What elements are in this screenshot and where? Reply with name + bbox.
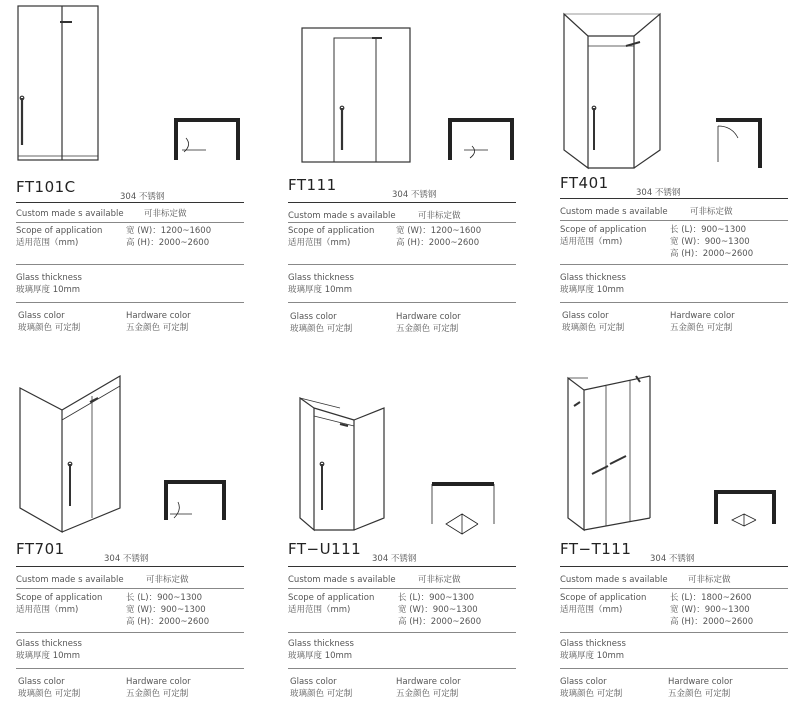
glass-color-cn: 玻璃颜色 可定制 <box>560 689 623 699</box>
hardware-color-en: Hardware color <box>670 311 735 321</box>
scope-cn: 适用范围（mm) <box>288 238 351 248</box>
custom-made-cn: 可非标定做 <box>688 575 731 585</box>
scope-en: Scope of application <box>288 593 375 603</box>
dimensions <box>396 225 481 249</box>
dimension-line: 高 (H)：2000~2600 <box>126 238 210 248</box>
scope-en: Scope of application <box>288 226 375 236</box>
glass-thickness <box>560 272 626 296</box>
product-code: FT401 <box>560 174 609 192</box>
shower-illustration-ft111 <box>288 0 516 170</box>
glass-color <box>18 676 80 700</box>
dimension-line: 宽 (W)：900~1300 <box>126 605 206 615</box>
glass-thickness-en: Glass thickness <box>288 639 354 649</box>
scope-label <box>16 592 102 616</box>
hardware-color <box>396 676 461 700</box>
divider <box>288 302 516 303</box>
glass-color-en: Glass color <box>290 312 337 322</box>
divider <box>288 632 516 633</box>
material-label: 304 不锈钢 <box>636 188 681 198</box>
hardware-color <box>126 676 191 700</box>
scope-cn: 适用范围（mm) <box>560 605 623 615</box>
glass-thickness-cn: 玻璃厚度 10mm <box>288 285 353 295</box>
divider <box>16 202 244 203</box>
glass-thickness-en: Glass thickness <box>288 273 354 283</box>
hardware-color-en: Hardware color <box>396 677 461 687</box>
material-label: 304 不锈钢 <box>392 190 437 200</box>
hardware-color <box>126 310 191 334</box>
divider <box>560 668 788 669</box>
scope-cn: 适用范围（mm) <box>16 238 79 248</box>
glass-color-en: Glass color <box>560 677 607 687</box>
hardware-color-cn: 五金颜色 可定制 <box>126 323 189 333</box>
divider <box>288 222 516 223</box>
divider <box>16 632 244 633</box>
hardware-color-en: Hardware color <box>126 311 191 321</box>
hardware-color-cn: 五金颜色 可定制 <box>396 689 459 699</box>
dimension-line: 宽 (W)：1200~1600 <box>126 226 212 236</box>
custom-made-cn: 可非标定做 <box>418 211 461 221</box>
dimension-line: 长 (L)：1800~2600 <box>670 593 752 603</box>
glass-thickness <box>16 272 82 296</box>
dimensions <box>670 224 753 260</box>
custom-made-cn: 可非标定做 <box>418 575 461 585</box>
dimension-line: 长 (L)：900~1300 <box>126 593 203 603</box>
dimensions <box>670 592 753 628</box>
shower-illustration-ft101c <box>16 0 244 170</box>
product-code: FT−T111 <box>560 540 632 558</box>
glass-color <box>560 676 622 700</box>
glass-color-en: Glass color <box>18 311 65 321</box>
dimension-line: 高 (H)：2000~2600 <box>670 249 754 259</box>
material-label: 304 不锈钢 <box>120 192 165 202</box>
scope-en: Scope of application <box>560 225 647 235</box>
hardware-color-en: Hardware color <box>126 677 191 687</box>
custom-made-en: Custom made s available <box>560 575 668 585</box>
dimension-line: 长 (L)：900~1300 <box>398 593 475 603</box>
dimensions <box>126 225 211 249</box>
divider <box>16 222 244 223</box>
product-code: FT−U111 <box>288 540 362 558</box>
glass-thickness-cn: 玻璃厚度 10mm <box>560 285 625 295</box>
glass-thickness <box>16 638 82 662</box>
glass-thickness-cn: 玻璃厚度 10mm <box>16 651 81 661</box>
dimension-line: 宽 (W)：900~1300 <box>670 237 750 247</box>
glass-color-en: Glass color <box>290 677 337 687</box>
divider <box>560 632 788 633</box>
glass-thickness <box>288 272 354 296</box>
custom-made-en: Custom made s available <box>560 207 668 217</box>
dimension-line: 高 (H)：2000~2600 <box>126 617 210 627</box>
scope-cn: 适用范围（mm) <box>288 605 351 615</box>
scope-label <box>288 225 374 249</box>
material-label: 304 不锈钢 <box>104 554 149 564</box>
glass-thickness-cn: 玻璃厚度 10mm <box>16 285 81 295</box>
material-label: 304 不锈钢 <box>650 554 695 564</box>
divider <box>288 566 516 567</box>
glass-thickness <box>560 638 626 662</box>
divider <box>560 588 788 589</box>
dimension-line: 宽 (W)：900~1300 <box>670 605 750 615</box>
scope-label <box>560 224 646 248</box>
product-code: FT101C <box>16 178 76 196</box>
hardware-color <box>396 311 461 335</box>
scope-en: Scope of application <box>560 593 647 603</box>
glass-thickness-cn: 玻璃厚度 10mm <box>288 651 353 661</box>
custom-made-cn: 可非标定做 <box>690 207 733 217</box>
shower-illustration-ft-u111 <box>288 368 516 538</box>
glass-color <box>18 310 80 334</box>
scope-en: Scope of application <box>16 226 103 236</box>
hardware-color <box>668 676 733 700</box>
glass-color-cn: 玻璃颜色 可定制 <box>290 689 353 699</box>
divider <box>560 264 788 265</box>
product-code: FT701 <box>16 540 65 558</box>
dimensions <box>126 592 209 628</box>
divider <box>560 302 788 303</box>
divider <box>288 668 516 669</box>
glass-thickness-en: Glass thickness <box>16 639 82 649</box>
custom-made-cn: 可非标定做 <box>146 575 189 585</box>
glass-color-cn: 玻璃颜色 可定制 <box>290 324 353 334</box>
glass-color-cn: 玻璃颜色 可定制 <box>18 689 81 699</box>
dimension-line: 高 (H)：2000~2600 <box>396 238 480 248</box>
hardware-color-cn: 五金颜色 可定制 <box>396 324 459 334</box>
divider <box>288 264 516 265</box>
scope-label <box>288 592 374 616</box>
divider <box>16 668 244 669</box>
scope-label <box>16 225 102 249</box>
glass-color <box>290 676 352 700</box>
divider <box>560 566 788 567</box>
custom-made-en: Custom made s available <box>16 209 124 219</box>
divider <box>560 220 788 221</box>
glass-color-cn: 玻璃颜色 可定制 <box>18 323 81 333</box>
glass-color-en: Glass color <box>18 677 65 687</box>
scope-cn: 适用范围（mm) <box>560 237 623 247</box>
custom-made-en: Custom made s available <box>288 211 396 221</box>
divider <box>16 264 244 265</box>
glass-thickness-en: Glass thickness <box>560 639 626 649</box>
divider <box>288 588 516 589</box>
shower-illustration-ft-t111 <box>560 368 788 538</box>
scope-label <box>560 592 646 616</box>
custom-made-en: Custom made s available <box>16 575 124 585</box>
glass-color-cn: 玻璃颜色 可定制 <box>562 323 625 333</box>
glass-color-en: Glass color <box>562 311 609 321</box>
dimensions <box>398 592 481 628</box>
scope-cn: 适用范围（mm) <box>16 605 79 615</box>
custom-made-cn: 可非标定做 <box>144 209 187 219</box>
scope-en: Scope of application <box>16 593 103 603</box>
dimension-line: 长 (L)：900~1300 <box>670 225 747 235</box>
dimension-line: 宽 (W)：1200~1600 <box>396 226 482 236</box>
glass-color <box>290 311 352 335</box>
product-code: FT111 <box>288 176 337 194</box>
divider <box>288 202 516 203</box>
glass-color <box>562 310 624 334</box>
hardware-color-en: Hardware color <box>668 677 733 687</box>
dimension-line: 高 (H)：2000~2600 <box>670 617 754 627</box>
material-label: 304 不锈钢 <box>372 554 417 564</box>
divider <box>16 302 244 303</box>
shower-illustration-ft401 <box>560 0 788 170</box>
dimension-line: 高 (H)：2000~2600 <box>398 617 482 627</box>
hardware-color <box>670 310 735 334</box>
glass-thickness-cn: 玻璃厚度 10mm <box>560 651 625 661</box>
glass-thickness-en: Glass thickness <box>16 273 82 283</box>
divider <box>560 198 788 199</box>
glass-thickness <box>288 638 354 662</box>
shower-illustration-ft701 <box>16 368 244 538</box>
hardware-color-en: Hardware color <box>396 312 461 322</box>
hardware-color-cn: 五金颜色 可定制 <box>670 323 733 333</box>
hardware-color-cn: 五金颜色 可定制 <box>126 689 189 699</box>
divider <box>16 588 244 589</box>
divider <box>16 566 244 567</box>
dimension-line: 宽 (W)：900~1300 <box>398 605 478 615</box>
glass-thickness-en: Glass thickness <box>560 273 626 283</box>
hardware-color-cn: 五金颜色 可定制 <box>668 689 731 699</box>
custom-made-en: Custom made s available <box>288 575 396 585</box>
